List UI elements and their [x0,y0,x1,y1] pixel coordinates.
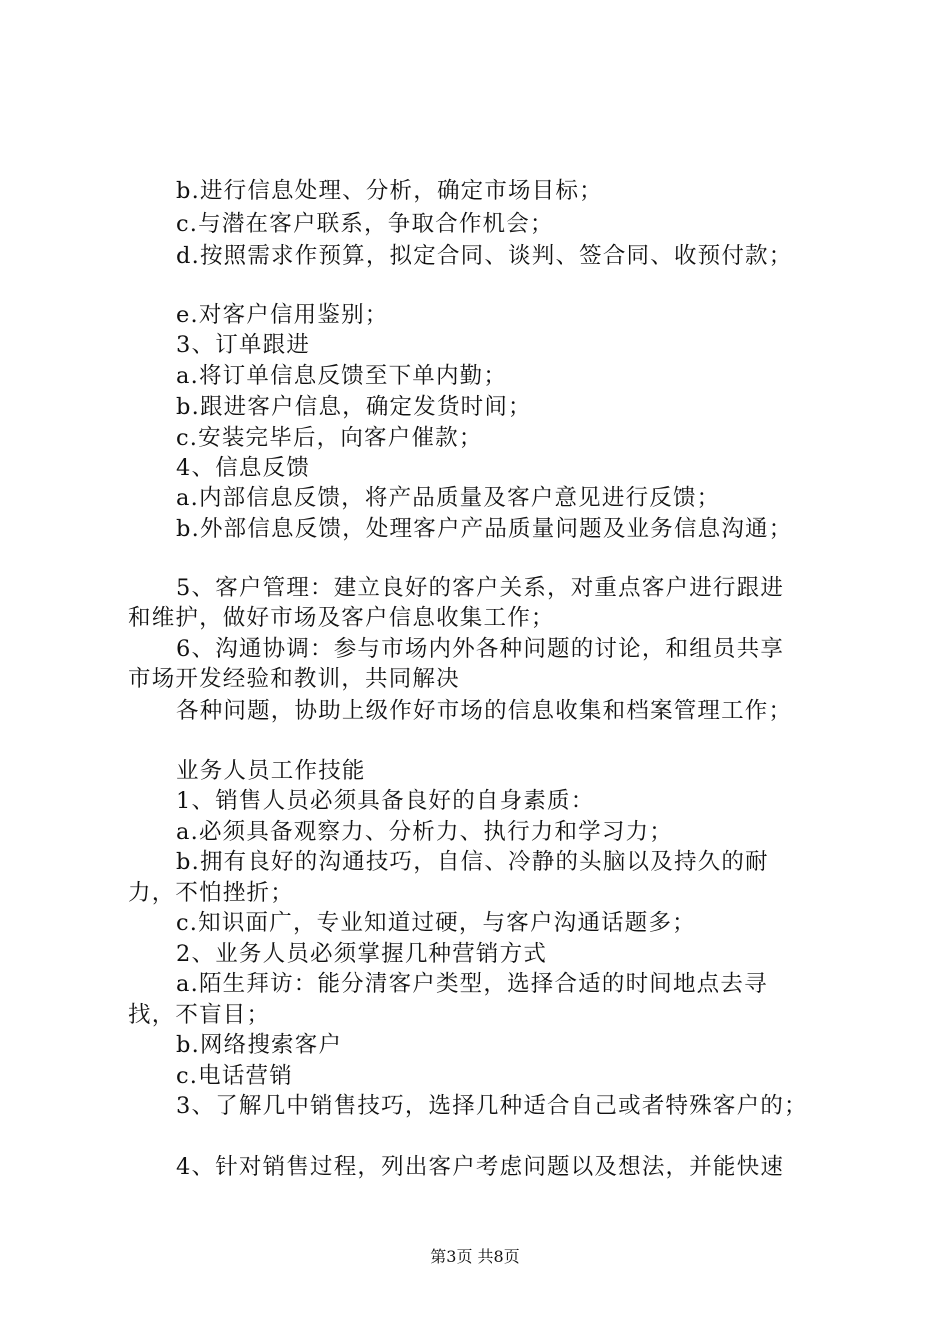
text-line: 6、沟通协调：参与市场内外各种问题的讨论，和组员共享 [176,636,785,662]
text-line: c.知识面广，专业知道过硬，与客户沟通话题多； [176,910,696,936]
text-line: c.安装完毕后，向客户催款； [176,425,483,451]
text-line: b.拥有良好的沟通技巧，自信、冷静的头脑以及持久的耐 [176,849,769,875]
text-line: b.网络搜索客户 [176,1032,343,1058]
text-line: c.与潜在客户联系，争取合作机会； [176,211,554,237]
text-line: 4、针对销售过程，列出客户考虑问题以及想法，并能快速 [176,1154,785,1180]
text-line: 市场开发经验和教训，共同解决 [128,666,460,692]
text-line: 力，不怕挫折； [128,880,294,906]
text-line: 5、客户管理：建立良好的客户关系，对重点客户进行跟进 [176,575,785,601]
text-line: b.跟进客户信息，确定发货时间； [176,394,532,420]
text-line: 找，不盲目； [128,1002,271,1028]
text-line: a.将订单信息反馈至下单内勤； [176,363,508,389]
text-line: a.陌生拜访：能分清客户类型，选择合适的时间地点去寻 [176,971,768,997]
text-line: c.电话营销 [176,1063,293,1089]
text-line: 3、订单跟进 [176,332,311,358]
text-line: e.对客户信用鉴别； [176,302,389,328]
section-heading: 业务人员工作技能 [176,758,366,784]
text-line: 4、信息反馈 [176,455,311,481]
text-line: b.进行信息处理、分析，确定市场目标； [176,178,603,204]
text-line: 各种问题，协助上级作好市场的信息收集和档案管理工作； [176,698,793,724]
text-line: b.外部信息反馈，处理客户产品质量问题及业务信息沟通； [176,516,793,542]
text-line: d.按照需求作预算，拟定合同、谈判、签合同、收预付款； [176,243,793,269]
text-line: 1、销售人员必须具备良好的自身素质： [176,788,595,814]
page-number-footer: 第3页 共8页 [430,1247,520,1266]
text-line: 和维护，做好市场及客户信息收集工作； [128,605,555,631]
text-line: 2、业务人员必须掌握几种营销方式 [176,941,548,967]
text-line: a.内部信息反馈，将产品质量及客户意见进行反馈； [176,485,721,511]
text-line: a.必须具备观察力、分析力、执行力和学习力； [176,819,673,845]
text-line: 3、了解几中销售技巧，选择几种适合自己或者特殊客户的； [176,1093,808,1119]
